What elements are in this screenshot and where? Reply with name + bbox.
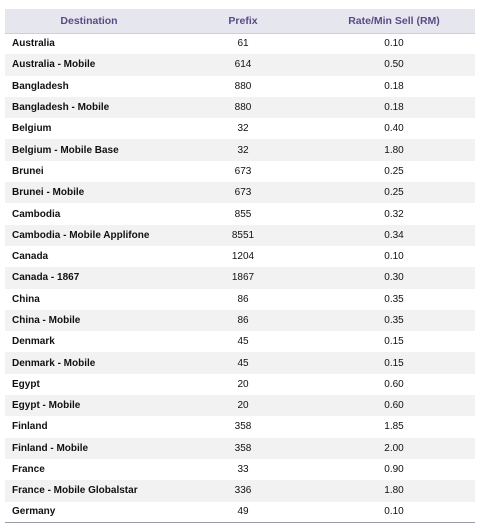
destination-cell: Egypt: [12, 378, 40, 390]
table-row: [5, 416, 475, 437]
table-header: [5, 9, 475, 33]
rate-cell: 0.50: [384, 59, 404, 71]
rate-cell: 0.15: [384, 357, 404, 369]
table-row: [5, 203, 475, 224]
rate-cell: 0.60: [384, 400, 404, 412]
prefix-cell: 614: [234, 59, 252, 71]
rate-cell: 0.90: [384, 464, 404, 476]
table-row: [5, 139, 475, 160]
table-row: [5, 502, 475, 523]
prefix-cell: 45: [237, 336, 249, 348]
destination-cell: Australia: [12, 38, 55, 50]
prefix-cell: 86: [237, 293, 249, 305]
destination-cell: Belgium: [12, 123, 52, 135]
table-row: [5, 118, 475, 139]
rate-cell: 0.15: [384, 336, 404, 348]
header-row: [5, 9, 475, 33]
destination-cell: Bangladesh: [12, 80, 69, 92]
prefix-cell: 32: [237, 123, 249, 135]
table-row: [5, 246, 475, 267]
prefix-cell: 45: [237, 357, 249, 369]
prefix-cell: 673: [234, 165, 252, 177]
table-row: [5, 310, 475, 331]
rate-cell: 1.80: [384, 144, 404, 156]
destination-cell: Belgium - Mobile Base: [12, 144, 119, 156]
destination-cell: Australia - Mobile: [12, 59, 96, 71]
prefix-cell: 880: [234, 102, 252, 114]
prefix-cell: 8551: [231, 229, 255, 241]
destination-cell: Cambodia: [12, 208, 61, 220]
table-row: [5, 480, 475, 501]
destination-cell: Egypt - Mobile: [12, 400, 81, 412]
table-row: [5, 374, 475, 395]
table-row: [5, 352, 475, 373]
prefix-cell: 1204: [231, 251, 255, 263]
column-header-prefix: Prefix: [173, 9, 313, 33]
destination-cell: Finland - Mobile: [12, 442, 89, 454]
table-row: [5, 161, 475, 182]
rate-cell: 0.35: [384, 293, 404, 305]
prefix-cell: 855: [234, 208, 252, 220]
destination-cell: Canada: [12, 251, 49, 263]
rate-cell: 0.40: [384, 123, 404, 135]
prefix-cell: 61: [237, 38, 249, 50]
destination-cell: France: [12, 464, 45, 476]
table-body: [5, 33, 475, 523]
destination-cell: China - Mobile: [12, 315, 81, 326]
table-row: [5, 97, 475, 118]
table-row: [5, 76, 475, 97]
destination-cell: Cambodia - Mobile Applifone: [12, 229, 150, 241]
rate-cell: 0.34: [384, 229, 404, 241]
rate-cell: 2.00: [384, 442, 404, 454]
destination-cell: Brunei - Mobile: [12, 187, 85, 199]
table-row: [5, 331, 475, 352]
prefix-cell: 1867: [231, 272, 255, 284]
column-header-destination: Destination: [5, 9, 173, 33]
prefix-cell: 32: [237, 144, 249, 156]
destination-cell: Brunei: [12, 165, 44, 177]
table-row: [5, 459, 475, 480]
prefix-cell: 20: [237, 378, 249, 390]
rates-table: [5, 9, 475, 523]
destination-cell: Bangladesh - Mobile: [12, 102, 110, 114]
destination-cell: France - Mobile Globalstar: [12, 485, 138, 497]
destination-cell: Denmark - Mobile: [12, 357, 96, 369]
prefix-cell: 20: [237, 400, 249, 412]
rate-cell: 1.80: [384, 485, 404, 497]
rate-cell: 0.18: [384, 102, 404, 114]
table-row: [5, 225, 475, 246]
prefix-cell: 358: [234, 442, 252, 454]
rate-cell: 0.10: [313, 502, 475, 523]
column-header-rate: Rate/Min Sell (RM): [313, 9, 475, 33]
rate-cell: 0.32: [384, 208, 404, 220]
prefix-cell: 673: [234, 187, 252, 199]
prefix-cell: 49: [173, 502, 313, 523]
prefix-cell: 358: [234, 421, 252, 433]
rate-cell: 1.85: [384, 421, 404, 433]
prefix-cell: 880: [234, 80, 252, 92]
rate-cell: 0.25: [384, 165, 404, 177]
destination-cell: Germany: [5, 502, 173, 523]
prefix-cell: 86: [237, 315, 249, 326]
destination-cell: Canada - 1867: [12, 272, 80, 284]
table-row: [5, 54, 475, 75]
destination-cell: Denmark: [12, 336, 55, 348]
destination-cell: Finland: [12, 421, 48, 433]
table-row: [5, 182, 475, 203]
rate-cell: 0.30: [384, 272, 404, 284]
rate-cell: 0.10: [384, 251, 404, 263]
table-row: [5, 33, 475, 54]
rate-cell: 0.10: [384, 38, 404, 50]
rate-cell: 0.60: [384, 378, 404, 390]
rate-cell: 0.25: [384, 187, 404, 199]
table-row: [5, 289, 475, 310]
rate-cell: 0.35: [384, 315, 404, 326]
rate-cell: 0.18: [384, 80, 404, 92]
destination-cell: China: [12, 293, 40, 305]
prefix-cell: 33: [237, 464, 249, 476]
table-row: [5, 267, 475, 288]
table-row: [5, 438, 475, 459]
table-row: [5, 395, 475, 416]
prefix-cell: 336: [234, 485, 252, 497]
